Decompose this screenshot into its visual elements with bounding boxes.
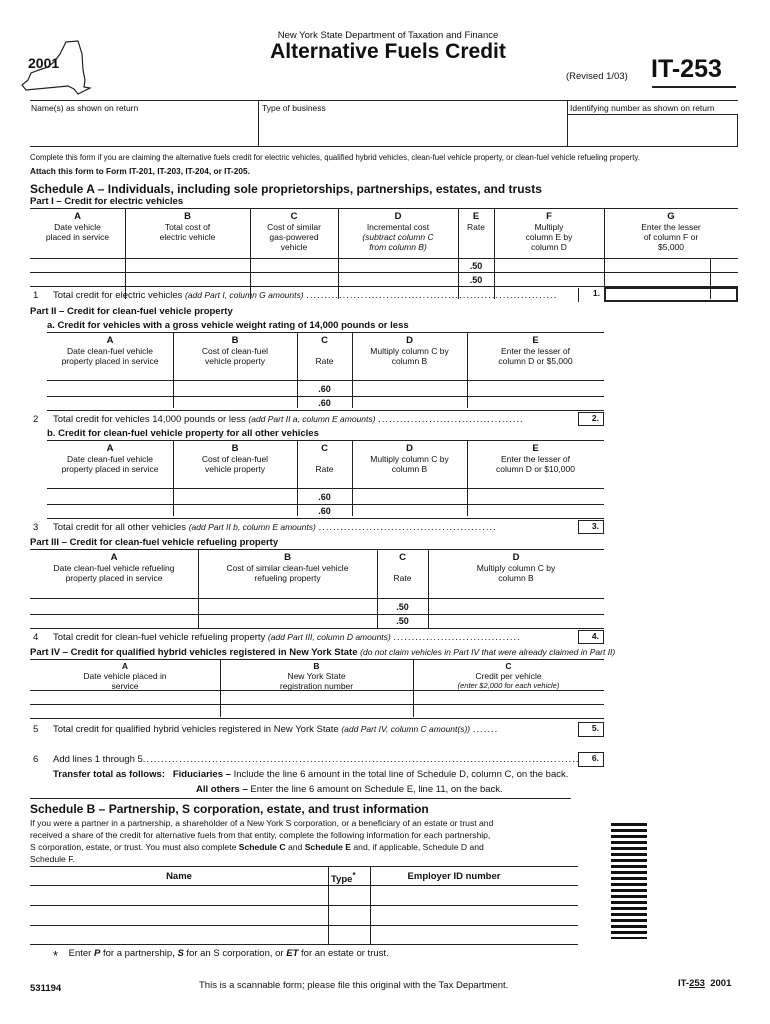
schedule-b-row-2[interactable] xyxy=(30,906,578,925)
p2a-rate-row2: .60 xyxy=(318,398,331,408)
footer-form-id: IT-253 2001 xyxy=(678,978,732,989)
type-footnote: * Enter P for a partnership, S for an S corporation, or ET for an estate or trust. xyxy=(53,948,389,963)
p2b-col-e: E Enter the lesser of column D or $10,000 xyxy=(496,443,575,474)
line6-number: 6 xyxy=(33,754,39,765)
business-field[interactable] xyxy=(258,114,568,147)
line4-number: 4 xyxy=(33,632,39,643)
line1-label: Total credit for electric vehicles (add Part I, column G amounts) ..................................................................... xyxy=(53,290,558,301)
p1-rate-row2: .50 xyxy=(469,275,483,285)
line5-box[interactable]: 5. xyxy=(578,722,604,737)
schedule-a-title: Schedule A – Individuals, including sole proprietorships, partnerships, estates, and trusts xyxy=(30,182,542,196)
department-name: New York State Department of Taxation and Finance xyxy=(277,30,499,41)
line5-label: Total credit for qualified hybrid vehicles registered in New York State (add Part IV, column C amount(s)) ....... xyxy=(53,724,499,735)
col-type-header: Type* xyxy=(331,871,356,886)
business-label: Type of business xyxy=(262,103,326,113)
part2a-title: a. Credit for vehicles with a gross vehicle weight rating of 14,000 pounds or less xyxy=(47,320,409,331)
p3-col-c: C Rate xyxy=(393,552,412,583)
p2a-col-c: C Rate xyxy=(315,335,334,366)
scan-barcode xyxy=(611,823,647,939)
part2-title: Part II – Credit for clean-fuel vehicle property xyxy=(30,306,233,317)
col-ein-header: Employer ID number xyxy=(407,871,501,882)
part3-title: Part III – Credit for clean-fuel vehicle refueling property xyxy=(30,537,279,548)
form-title: Alternative Fuels Credit xyxy=(270,40,506,63)
others-instructions: All others – Enter the line 6 amount on Schedule E, line 11, on the back. xyxy=(196,784,503,795)
names-label: Name(s) as shown on return xyxy=(31,103,139,113)
p2b-col-b: B Cost of clean-fuel vehicle property xyxy=(201,443,269,474)
line2-number: 2 xyxy=(33,414,39,425)
id-number-field[interactable] xyxy=(567,114,738,147)
names-field[interactable] xyxy=(30,114,259,147)
line1-number: 1 xyxy=(33,290,39,301)
form-year-badge: 2001 xyxy=(28,55,60,71)
p4-col-b: B New York State registration number xyxy=(279,661,354,691)
p2b-col-c: C Rate xyxy=(315,443,334,474)
form-control-number: 531194 xyxy=(30,983,62,994)
attach-instructions: Attach this form to Form IT-201, IT-203, IT-204, or IT-205. xyxy=(30,166,250,176)
part4-title: Part IV – Credit for qualified hybrid vehicles registered in New York State (do not claim vehicles in Part IV that were already claimed in Part II) xyxy=(30,647,616,658)
p1-col-e: E Rate xyxy=(467,211,485,232)
form-code: IT-253 xyxy=(651,55,722,83)
line6-box[interactable]: 6. xyxy=(578,752,604,767)
p2a-col-d: D Multiply column C by column B xyxy=(370,335,449,366)
revision-date: (Revised 1/03) xyxy=(566,71,628,82)
schedule-b-row-1[interactable] xyxy=(30,886,578,905)
line3-number: 3 xyxy=(33,522,39,533)
p1-col-b: B Total cost of electric vehicle xyxy=(159,211,216,242)
p3-rate-row1: .50 xyxy=(396,602,409,612)
p3-col-a: A Date clean-fuel vehicle refueling property placed in service xyxy=(53,552,175,583)
line1-box-label: 1. xyxy=(578,288,604,302)
line5-number: 5 xyxy=(33,724,39,735)
scannable-notice: This is a scannable form; please file this original with the Tax Department. xyxy=(199,980,509,991)
intro-text: Complete this form if you are claiming the alternative fuels credit for electric vehicles, qualified hybrid vehicles, clean-fuel vehicle property, or clean-fuel vehicle refueling property. xyxy=(30,153,640,162)
transfer-instructions: Transfer total as follows: Fiduciaries – Include the line 6 amount in the total line of Schedule D, column C, on the back. xyxy=(53,769,569,780)
p2a-col-b: B Cost of clean-fuel vehicle property xyxy=(201,335,269,366)
p2b-col-d: D Multiply column C by column B xyxy=(370,443,449,474)
id-number-label: Identifying number as shown on return xyxy=(570,103,715,113)
line4-box[interactable]: 4. xyxy=(578,630,604,644)
line1-amount[interactable] xyxy=(604,287,738,302)
line3-box[interactable]: 3. xyxy=(578,520,604,534)
line6-label: Add lines 1 through 5........................................................................................................................ xyxy=(53,754,580,765)
p2b-col-a: A Date clean-fuel vehicle property placed in service xyxy=(61,443,159,474)
line2-box[interactable]: 2. xyxy=(578,412,604,426)
p2a-col-a: A Date clean-fuel vehicle property placed in service xyxy=(61,335,159,366)
p1-col-d: D Incremental cost (subtract column C from column B) xyxy=(362,211,434,252)
p3-rate-row2: .50 xyxy=(396,616,409,626)
p1-col-c: C Cost of similar gas-powered vehicle xyxy=(267,211,321,252)
p2a-rate-row1: .60 xyxy=(318,384,331,394)
p4-col-a: A Date vehicle placed in service xyxy=(83,661,167,691)
p3-col-b: B Cost of similar clean-fuel vehicle refueling property xyxy=(226,552,349,583)
part1-title: Part I – Credit for electric vehicles xyxy=(30,196,184,207)
form-code-underline xyxy=(652,86,736,88)
line2-label: Total credit for vehicles 14,000 pounds or less (add Part II a, column E amounts) ........................................ xyxy=(53,414,524,425)
schedule-b-title: Schedule B – Partnership, S corporation, estate, and trust information xyxy=(30,802,429,816)
p3-col-d: D Multiply column C by column B xyxy=(476,552,556,583)
p1-col-a: A Date vehicle placed in service xyxy=(45,211,110,242)
p2a-col-e: E Enter the lesser of column D or $5,000 xyxy=(498,335,573,366)
schedule-b-instructions: If you were a partner in a partnership, a shareholder of a New York S corporation, or a beneficiary of an estate or trust and received a share of the credit for alternative fuels from that entity, complete the following information for each partnership, S corporation, estate, or trust. You must also complete Schedule C and Schedule E and, if applicable, Schedule D and Schedule F. xyxy=(30,818,494,864)
p4-col-c: C Credit per vehicle (enter $2,000 for each vehicle) xyxy=(457,661,560,690)
p2b-rate-row2: .60 xyxy=(318,506,331,516)
part2b-title: b. Credit for clean-fuel vehicle property for all other vehicles xyxy=(47,428,319,439)
line3-label: Total credit for all other vehicles (add Part II b, column E amounts) ................................................. xyxy=(53,522,497,533)
schedule-b-row-3[interactable] xyxy=(30,926,578,944)
p1-col-f: F Multiply column E by column D xyxy=(525,211,573,252)
col-name-header: Name xyxy=(166,871,192,882)
p1-col-g: G Enter the lesser of column F or $5,000 xyxy=(641,211,701,252)
p1-rate-row1: .50 xyxy=(469,261,483,271)
line4-label: Total credit for clean-fuel vehicle refueling property (add Part III, column D amounts) ................................... xyxy=(53,632,521,643)
p2b-rate-row1: .60 xyxy=(318,492,331,502)
